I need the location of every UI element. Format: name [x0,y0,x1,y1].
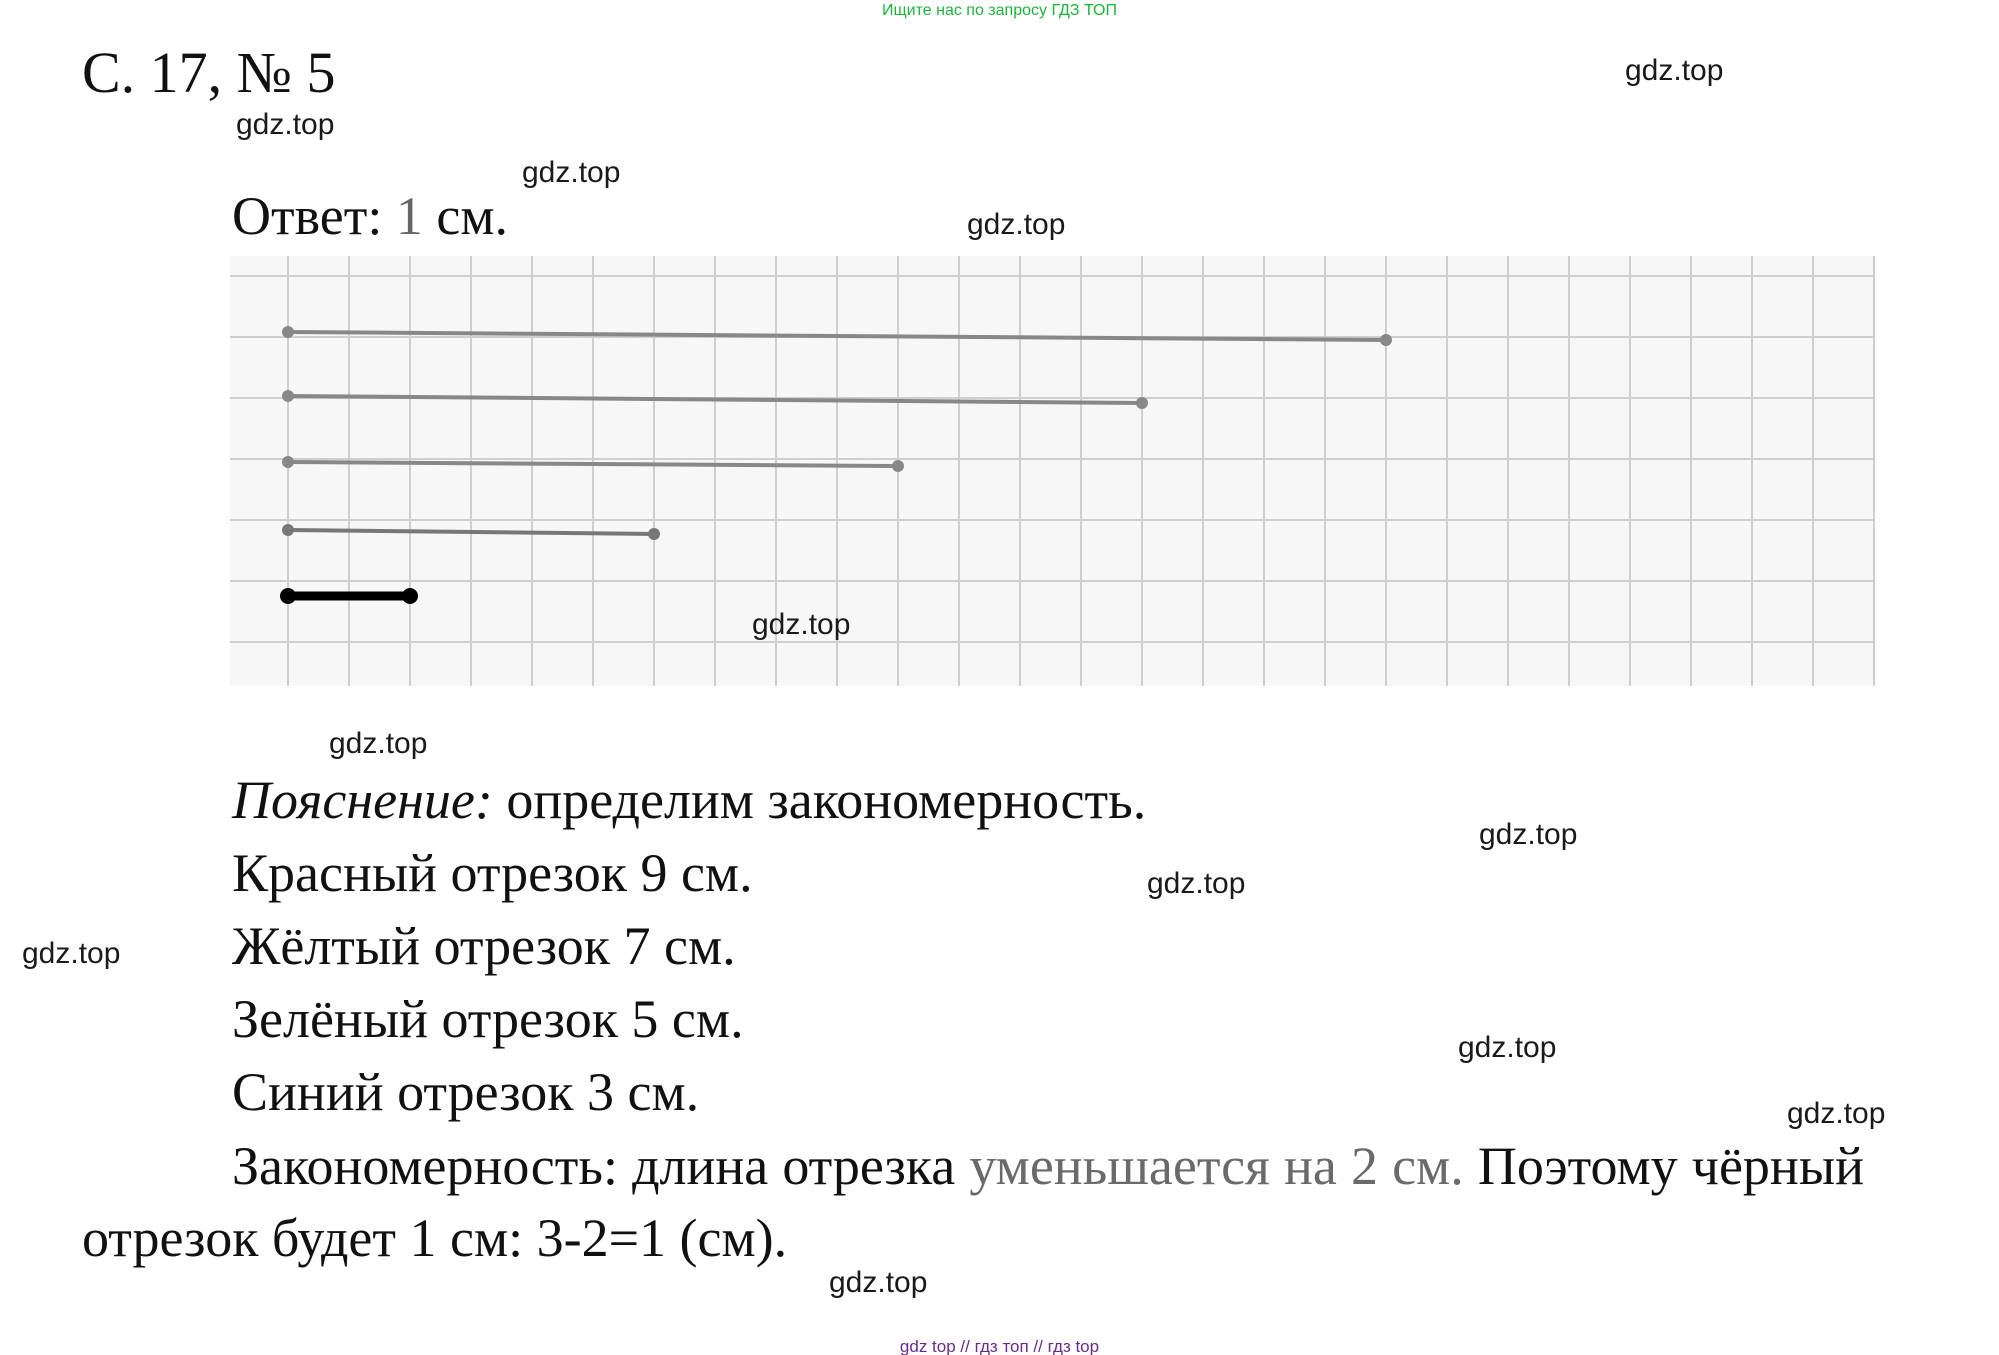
answer-unit: см. [436,186,508,246]
segment-endpoint-4-0 [280,588,296,604]
watermark: gdz.top [236,108,335,141]
answer-value: 1 [395,186,423,246]
conclusion-part3: Поэтому чёрный отрезок будет 1 см: 3-2=1 (см). [82,1136,1864,1268]
watermark: gdz.top [829,1266,928,1299]
segment-text-red: Красный отрезок 9 см. [232,843,753,903]
watermark: gdz.top [22,937,121,970]
answer-line [232,184,508,248]
watermark: gdz.top [752,608,851,641]
segment-endpoint-0-0 [282,326,294,338]
watermark: gdz.top [1147,867,1246,900]
grid-background [230,256,1875,686]
watermark: gdz.top [1787,1097,1886,1130]
top-banner[interactable]: Ищите нас по запросу ГДЗ ТОП [882,2,1117,19]
segment-endpoint-2-0 [282,456,294,468]
segment-endpoint-1-0 [282,390,294,402]
explanation-label: Пояснение: [232,770,493,830]
conclusion-part1: Закономерность: длина отрезка [232,1136,970,1196]
watermark: gdz.top [1458,1031,1557,1064]
watermark: gdz.top [329,727,428,760]
page-title: С. 17, № 5 [82,40,336,105]
explanation-text: определим закономерность. [506,770,1147,830]
segment-text-yellow: Жёлтый отрезок 7 см. [232,916,736,976]
grid-svg [230,256,1875,686]
footer-links[interactable]: gdz top // гдз топ // гдз top [899,1337,1100,1355]
segment-endpoint-3-0 [282,524,294,536]
watermark: gdz.top [967,208,1066,241]
segment-text-blue: Синий отрезок 3 см. [232,1062,700,1122]
conclusion-part2: уменьшается на 2 см. [969,1136,1464,1196]
segment-endpoint-1-1 [1136,397,1148,409]
watermark: gdz.top [1479,818,1578,851]
grid-drawing [230,256,1875,686]
conclusion-paragraph [82,1130,1864,1274]
segment-endpoint-2-1 [892,460,904,472]
explanation-line [232,768,1146,832]
watermark: gdz.top [522,156,621,189]
segment-text-green: Зелёный отрезок 5 см. [232,989,744,1049]
answer-label: Ответ: [232,186,383,246]
segment-endpoint-4-1 [402,588,418,604]
segment-endpoint-3-1 [648,528,660,540]
watermark: gdz.top [1625,54,1724,87]
segment-endpoint-0-1 [1380,334,1392,346]
